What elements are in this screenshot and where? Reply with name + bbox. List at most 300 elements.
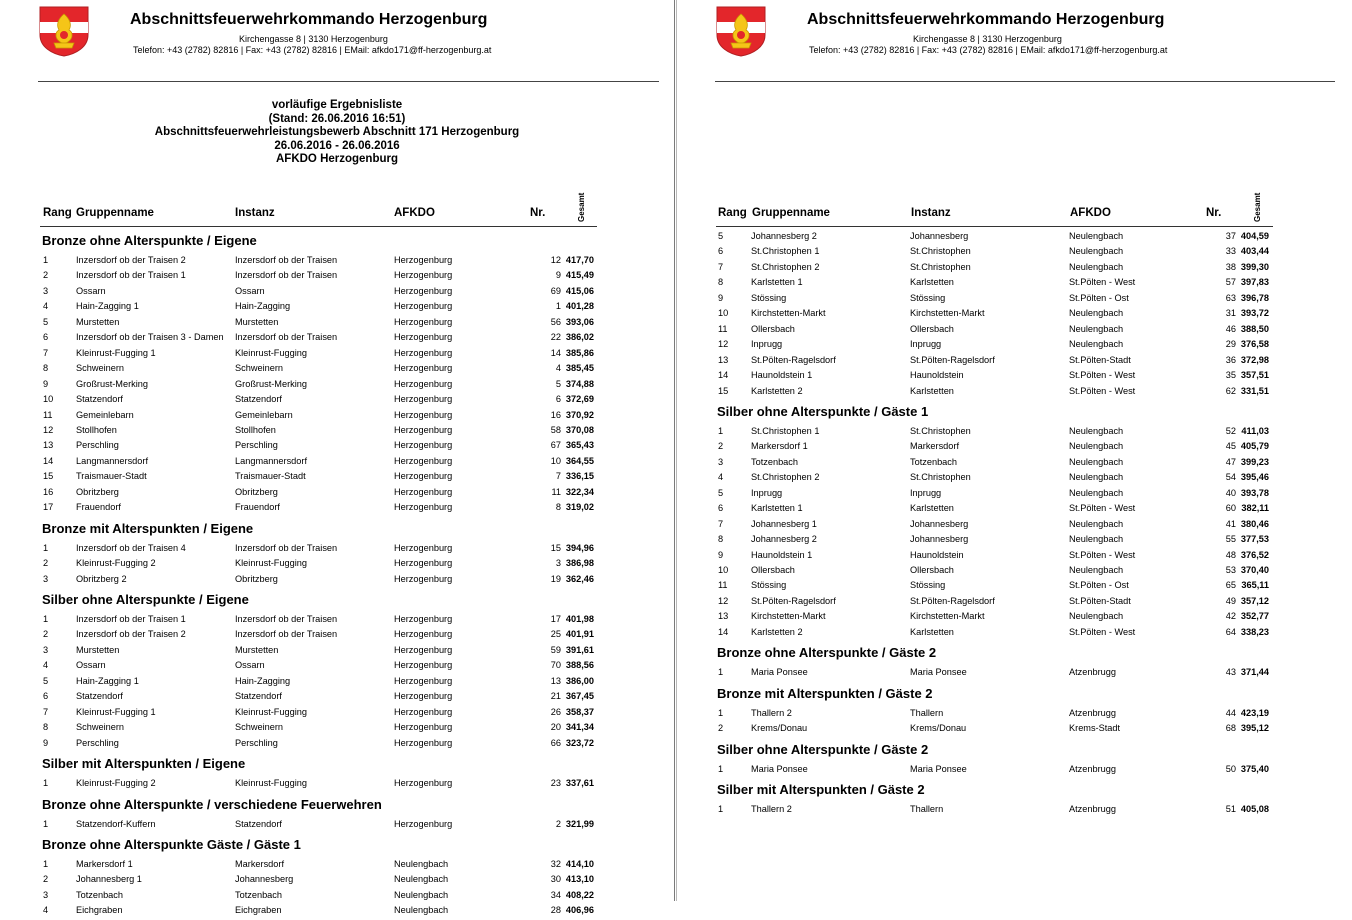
total-score-cell: 415,06 <box>565 285 594 296</box>
start-number-cell: 36 <box>1225 354 1236 365</box>
total-score-cell: 365,11 <box>1241 580 1269 591</box>
instance-cell: Karlstetten <box>910 626 954 637</box>
total-score-cell: 417,70 <box>565 255 594 265</box>
start-number-cell: 45 <box>1225 441 1236 452</box>
instance-cell: Markersdorf <box>910 441 960 452</box>
start-number-cell: 9 <box>555 270 561 281</box>
total-score-cell: 404,59 <box>1240 231 1269 241</box>
instance-cell: Traismauer-Stadt <box>235 471 306 482</box>
result-row <box>677 339 1351 354</box>
rank-cell: 8 <box>718 534 724 545</box>
rank-cell: 5 <box>718 487 724 498</box>
result-row <box>677 457 1351 472</box>
group-name-cell: Kleinrust-Fugging 1 <box>76 706 156 717</box>
start-number-cell: 40 <box>1225 487 1236 498</box>
group-name-cell: St.Pölten-Ragelsdorf <box>751 354 836 365</box>
total-score-cell: 362,46 <box>565 573 594 584</box>
start-number-cell: 42 <box>1225 611 1236 622</box>
group-name-cell: Stössing <box>751 292 787 303</box>
total-score-cell: 364,55 <box>565 455 594 466</box>
result-row <box>0 502 674 517</box>
instance-cell: Maria Ponsee <box>910 763 967 774</box>
afkdo-cell: Neulengbach <box>394 874 449 885</box>
total-score-cell: 323,72 <box>565 737 594 748</box>
instance-cell: Karlstetten <box>910 503 954 514</box>
afkdo-cell: Neulengbach <box>1069 323 1124 334</box>
afkdo-cell: Herzogenburg <box>394 778 453 789</box>
afkdo-cell: Neulengbach <box>1069 308 1124 319</box>
result-row <box>0 348 674 363</box>
start-number-cell: 28 <box>550 905 561 916</box>
total-score-cell: 322,34 <box>565 486 594 497</box>
result-row <box>0 456 674 471</box>
afkdo-cell: St.Pölten-Stadt <box>1069 354 1131 365</box>
start-number-cell: 70 <box>550 660 561 671</box>
start-number-cell: 51 <box>1225 804 1236 815</box>
instance-cell: Inprugg <box>910 339 942 350</box>
report-event: Abschnittsfeuerwehrleistungsbewerb Abschnitt 171 Herzogenburg <box>154 126 520 139</box>
afkdo-cell: Atzenbrugg <box>1069 763 1116 774</box>
total-score-cell: 388,56 <box>565 660 594 671</box>
afkdo-cell: Herzogenburg <box>394 378 453 389</box>
result-row <box>677 246 1351 261</box>
start-number-cell: 29 <box>1225 339 1236 350</box>
instance-cell: Thallern <box>910 707 944 718</box>
group-name-cell: Hain-Zagging 1 <box>76 301 139 312</box>
result-row <box>0 270 674 285</box>
instance-cell: Karlstetten <box>910 385 954 396</box>
fire-brigade-logo <box>715 5 767 57</box>
total-score-cell: 406,96 <box>565 905 594 916</box>
afkdo-cell: St.Pölten - Ost <box>1069 580 1129 591</box>
total-score-cell: 408,22 <box>565 889 594 900</box>
result-row <box>677 804 1351 819</box>
instance-cell: Kirchstetten-Markt <box>910 308 985 319</box>
total-score-cell: 391,61 <box>565 644 594 655</box>
group-name-cell: Eichgraben <box>76 905 123 916</box>
rank-cell: 1 <box>718 667 724 678</box>
afkdo-cell: Neulengbach <box>1069 261 1124 272</box>
start-number-cell: 64 <box>1225 626 1236 637</box>
result-row <box>0 890 674 905</box>
col-gesamt: Gesamt <box>1253 192 1262 222</box>
report-timestamp: (Stand: 26.06.2016 16:51) <box>268 112 406 125</box>
afkdo-cell: Herzogenburg <box>394 332 453 343</box>
afkdo-cell: St.Pölten - West <box>1069 277 1136 288</box>
rank-cell: 14 <box>43 455 54 466</box>
group-name-cell: Inprugg <box>751 487 783 498</box>
total-score-cell: 371,44 <box>1240 667 1269 678</box>
afkdo-cell: Neulengbach <box>1069 441 1124 452</box>
total-score-cell: 393,72 <box>1240 308 1269 319</box>
afkdo-cell: Neulengbach <box>1069 534 1124 545</box>
start-number-cell: 20 <box>550 722 561 733</box>
rank-cell: 9 <box>43 737 49 748</box>
column-header-rule <box>716 226 1273 227</box>
afkdo-cell: Herzogenburg <box>394 737 453 748</box>
start-number-cell: 1 <box>555 301 561 312</box>
page-1 <box>0 0 674 916</box>
rank-cell: 1 <box>43 255 49 265</box>
instance-cell: Langmannersdorf <box>235 455 308 466</box>
col-rang: Rang <box>43 207 72 219</box>
start-number-cell: 23 <box>550 778 561 789</box>
start-number-cell: 69 <box>550 285 561 296</box>
result-row <box>0 363 674 378</box>
result-row <box>0 286 674 301</box>
group-name-cell: Karlstetten 2 <box>751 626 803 637</box>
result-row <box>677 667 1351 682</box>
afkdo-cell: Neulengbach <box>1069 339 1124 350</box>
section-title: Bronze ohne Alterspunkte / Gäste 2 <box>717 645 937 661</box>
section-title: Silber ohne Alterspunkte / Gäste 1 <box>717 403 929 419</box>
start-number-cell: 43 <box>1225 667 1236 678</box>
group-name-cell: Haunoldstein 1 <box>751 370 813 381</box>
instance-cell: Schweinern <box>235 363 284 374</box>
instance-cell: Stössing <box>910 580 946 591</box>
group-name-cell: Haunoldstein 1 <box>751 549 813 560</box>
group-name-cell: Karlstetten 1 <box>751 503 803 514</box>
instance-cell: Murstetten <box>235 316 279 327</box>
start-number-cell: 53 <box>1225 565 1236 575</box>
rank-cell: 6 <box>43 691 49 702</box>
rank-cell: 8 <box>43 363 49 374</box>
instance-cell: Thallern <box>910 804 944 815</box>
instance-cell: Johannesberg <box>910 231 969 241</box>
instance-cell: Inprugg <box>910 487 942 498</box>
total-score-cell: 370,08 <box>565 424 594 435</box>
afkdo-cell: Neulengbach <box>1069 487 1124 498</box>
page-header <box>0 0 674 82</box>
header-contact: Telefon: +43 (2782) 82816 | Fax: +43 (2782) 82816 | EMail: afkdo171@ff-herzogenburg.at <box>133 45 492 55</box>
section-title: Bronze mit Alterspunkten / Eigene <box>42 520 254 536</box>
instance-cell: St.Christophen <box>910 472 971 483</box>
rank-cell: 4 <box>43 660 49 671</box>
group-name-cell: Markersdorf 1 <box>76 858 133 869</box>
start-number-cell: 6 <box>555 394 561 405</box>
result-row <box>0 543 674 558</box>
result-row <box>677 370 1351 385</box>
total-score-cell: 372,69 <box>565 394 594 405</box>
total-score-cell: 370,40 <box>1240 565 1269 575</box>
group-name-cell: Statzendorf <box>76 691 123 702</box>
group-name-cell: Maria Ponsee <box>751 763 808 774</box>
rank-cell: 1 <box>718 763 724 774</box>
total-score-cell: 372,98 <box>1240 354 1269 365</box>
afkdo-cell: Herzogenburg <box>394 301 453 312</box>
result-row <box>0 471 674 486</box>
column-header-rule <box>40 226 597 227</box>
rank-cell: 2 <box>43 558 49 569</box>
group-name-cell: Johannesberg 1 <box>76 874 142 885</box>
result-row <box>0 738 674 753</box>
group-name-cell: Inzersdorf ob der Traisen 4 <box>76 542 186 553</box>
total-score-cell: 397,83 <box>1240 277 1269 288</box>
afkdo-cell: Neulengbach <box>1069 472 1124 483</box>
start-number-cell: 4 <box>555 363 561 374</box>
instance-cell: Inzersdorf ob der Traisen <box>235 332 338 343</box>
total-score-cell: 375,40 <box>1240 763 1269 774</box>
group-name-cell: Traismauer-Stadt <box>76 471 147 482</box>
result-row <box>0 660 674 675</box>
rank-cell: 2 <box>43 270 49 281</box>
header-title: Abschnittsfeuerwehrkommando Herzogenburg <box>807 11 1165 28</box>
result-row <box>677 386 1351 401</box>
start-number-cell: 57 <box>1225 277 1236 288</box>
start-number-cell: 12 <box>550 255 561 265</box>
result-row <box>677 262 1351 277</box>
instance-cell: Kleinrust-Fugging <box>235 778 308 789</box>
rank-cell: 7 <box>43 347 49 358</box>
total-score-cell: 336,15 <box>565 471 594 482</box>
start-number-cell: 44 <box>1225 707 1236 718</box>
total-score-cell: 341,34 <box>565 722 594 733</box>
rank-cell: 13 <box>43 440 54 451</box>
result-row <box>0 394 674 409</box>
group-name-cell: Hain-Zagging 1 <box>76 675 139 686</box>
afkdo-cell: Herzogenburg <box>394 502 453 513</box>
header-title: Abschnittsfeuerwehrkommando Herzogenburg <box>130 11 488 28</box>
total-score-cell: 403,44 <box>1240 246 1269 257</box>
col-rang: Rang <box>718 207 747 219</box>
start-number-cell: 65 <box>1225 580 1236 591</box>
header-divider <box>38 81 659 82</box>
start-number-cell: 19 <box>550 573 561 584</box>
afkdo-cell: Herzogenburg <box>394 424 453 435</box>
afkdo-cell: Herzogenburg <box>394 675 453 686</box>
afkdo-cell: Herzogenburg <box>394 691 453 702</box>
instance-cell: St.Pölten-Ragelsdorf <box>910 354 995 365</box>
header-contact: Telefon: +43 (2782) 82816 | Fax: +43 (2782) 82816 | EMail: afkdo171@ff-herzogenburg.at <box>809 45 1168 55</box>
rank-cell: 11 <box>43 409 53 420</box>
result-row <box>0 317 674 332</box>
total-score-cell: 338,23 <box>1240 626 1269 637</box>
instance-cell: Statzendorf <box>235 691 282 702</box>
result-row <box>677 441 1351 456</box>
afkdo-cell: Herzogenburg <box>394 440 453 451</box>
instance-cell: Eichgraben <box>235 905 282 916</box>
instance-cell: Stössing <box>910 292 946 303</box>
afkdo-cell: Neulengbach <box>394 905 449 916</box>
start-number-cell: 8 <box>555 502 561 513</box>
total-score-cell: 401,91 <box>565 629 594 640</box>
section-title: Bronze ohne Alterspunkte / verschiedene Feuerwehren <box>42 796 382 812</box>
total-score-cell: 395,46 <box>1240 472 1269 483</box>
group-name-cell: Perschling <box>76 737 119 748</box>
rank-cell: 4 <box>43 301 49 312</box>
group-name-cell: Totzenbach <box>751 456 798 467</box>
rank-cell: 8 <box>718 277 724 288</box>
start-number-cell: 38 <box>1225 261 1236 272</box>
rank-cell: 2 <box>43 874 49 885</box>
instance-cell: Obritzberg <box>235 573 278 584</box>
result-row <box>677 550 1351 565</box>
group-name-cell: Statzendorf-Kuffern <box>76 818 156 829</box>
group-name-cell: Kirchstetten-Markt <box>751 611 826 622</box>
group-name-cell: Thallern 2 <box>751 804 792 815</box>
instance-cell: Großrust-Merking <box>235 378 307 389</box>
start-number-cell: 63 <box>1225 292 1236 303</box>
start-number-cell: 10 <box>550 455 561 466</box>
afkdo-cell: Herzogenburg <box>394 471 453 482</box>
start-number-cell: 68 <box>1225 723 1236 734</box>
afkdo-cell: Herzogenburg <box>394 486 453 497</box>
afkdo-cell: Herzogenburg <box>394 558 453 569</box>
rank-cell: 9 <box>718 292 724 303</box>
afkdo-cell: Herzogenburg <box>394 818 453 829</box>
group-name-cell: St.Christophen 2 <box>751 472 820 483</box>
result-row <box>0 645 674 660</box>
rank-cell: 6 <box>43 332 49 343</box>
result-row <box>0 819 674 834</box>
result-row <box>0 629 674 644</box>
total-score-cell: 376,58 <box>1240 339 1269 350</box>
group-name-cell: Kleinrust-Fugging 2 <box>76 558 156 569</box>
start-number-cell: 62 <box>1225 385 1236 396</box>
start-number-cell: 34 <box>550 889 561 900</box>
total-score-cell: 382,11 <box>1241 503 1269 514</box>
result-row <box>677 580 1351 595</box>
afkdo-cell: Neulengbach <box>394 889 449 900</box>
rank-cell: 12 <box>718 339 729 350</box>
instance-cell: Murstetten <box>235 644 279 655</box>
rank-cell: 3 <box>718 456 724 467</box>
afkdo-cell: St.Pölten - West <box>1069 385 1136 396</box>
page-header <box>677 0 1352 82</box>
rank-cell: 16 <box>43 486 54 497</box>
group-name-cell: St.Christophen 1 <box>751 425 820 436</box>
instance-cell: Haunoldstein <box>910 549 964 560</box>
afkdo-cell: Herzogenburg <box>394 316 453 327</box>
afkdo-cell: Herzogenburg <box>394 629 453 640</box>
start-number-cell: 47 <box>1225 456 1236 467</box>
result-row <box>677 503 1351 518</box>
group-name-cell: Krems/Donau <box>751 723 808 734</box>
instance-cell: Kirchstetten-Markt <box>910 611 985 622</box>
result-row <box>0 379 674 394</box>
rank-cell: 13 <box>718 354 729 365</box>
total-score-cell: 374,88 <box>565 378 594 389</box>
instance-cell: Kleinrust-Fugging <box>235 706 308 717</box>
result-row <box>0 440 674 455</box>
rank-cell: 8 <box>43 722 49 733</box>
group-name-cell: Statzendorf <box>76 394 123 405</box>
afkdo-cell: Herzogenburg <box>394 409 453 420</box>
total-score-cell: 385,86 <box>565 347 594 358</box>
total-score-cell: 386,02 <box>565 332 594 343</box>
start-number-cell: 11 <box>551 486 561 497</box>
instance-cell: Perschling <box>235 440 278 451</box>
result-row <box>677 293 1351 308</box>
rank-cell: 12 <box>43 424 54 435</box>
result-row <box>677 277 1351 292</box>
group-name-cell: St.Christophen 2 <box>751 261 820 272</box>
total-score-cell: 357,51 <box>1240 370 1269 381</box>
result-row <box>0 722 674 737</box>
result-row <box>677 324 1351 339</box>
group-name-cell: Inprugg <box>751 339 783 350</box>
col-gruppenname: Gruppenname <box>76 207 154 219</box>
total-score-cell: 399,23 <box>1240 456 1269 467</box>
afkdo-cell: Atzenbrugg <box>1069 804 1116 815</box>
afkdo-cell: Herzogenburg <box>394 270 453 281</box>
total-score-cell: 358,37 <box>565 706 594 717</box>
rank-cell: 6 <box>718 503 724 514</box>
instance-cell: Ossarn <box>235 285 265 296</box>
result-row <box>0 676 674 691</box>
instance-cell: Statzendorf <box>235 818 282 829</box>
start-number-cell: 67 <box>550 440 561 451</box>
group-name-cell: Thallern 2 <box>751 707 792 718</box>
start-number-cell: 5 <box>555 378 561 389</box>
result-row <box>677 355 1351 370</box>
afkdo-cell: Neulengbach <box>1069 246 1124 257</box>
instance-cell: Johannesberg <box>910 534 969 545</box>
instance-cell: Hain-Zagging <box>235 301 291 312</box>
result-row <box>677 308 1351 323</box>
total-score-cell: 319,02 <box>565 502 594 513</box>
total-score-cell: 321,99 <box>565 818 594 829</box>
group-name-cell: Johannesberg 1 <box>751 518 817 529</box>
start-number-cell: 26 <box>550 706 561 717</box>
rank-cell: 7 <box>43 706 49 717</box>
instance-cell: Inzersdorf ob der Traisen <box>235 542 338 553</box>
result-row <box>677 708 1351 723</box>
afkdo-cell: Herzogenburg <box>394 285 453 296</box>
total-score-cell: 413,10 <box>565 874 594 885</box>
group-name-cell: Perschling <box>76 440 119 451</box>
rank-cell: 10 <box>718 565 729 575</box>
rank-cell: 1 <box>718 707 724 718</box>
rank-cell: 13 <box>718 611 729 622</box>
total-score-cell: 394,96 <box>565 542 594 553</box>
instance-cell: Gemeinlebarn <box>235 409 293 420</box>
group-name-cell: Karlstetten 1 <box>751 277 803 288</box>
rank-cell: 11 <box>718 580 728 591</box>
report-organizer: AFKDO Herzogenburg <box>275 153 399 166</box>
instance-cell: Totzenbach <box>235 889 282 900</box>
col-gesamt: Gesamt <box>577 192 586 222</box>
total-score-cell: 401,98 <box>565 614 594 624</box>
rank-cell: 5 <box>718 231 724 241</box>
header-divider <box>715 81 1335 82</box>
group-name-cell: Großrust-Merking <box>76 378 148 389</box>
section-title: Bronze ohne Alterspunkte / Eigene <box>42 233 257 248</box>
group-name-cell: Stollhofen <box>76 424 117 435</box>
group-name-cell: Totzenbach <box>76 889 123 900</box>
result-row <box>0 301 674 316</box>
afkdo-cell: Atzenbrugg <box>1069 667 1116 678</box>
afkdo-cell: Herzogenburg <box>394 573 453 584</box>
total-score-cell: 337,61 <box>565 778 594 789</box>
header-address: Kirchengasse 8 | 3130 Herzogenburg <box>239 34 388 44</box>
report-heading <box>0 99 674 167</box>
afkdo-cell: Neulengbach <box>1069 611 1124 622</box>
instance-cell: Frauendorf <box>235 502 280 513</box>
group-name-cell: Ossarn <box>76 285 106 296</box>
start-number-cell: 16 <box>550 409 561 420</box>
report-status: vorläufige Ergebnisliste <box>271 99 403 111</box>
group-name-cell: Langmannersdorf <box>76 455 149 466</box>
rank-cell: 9 <box>718 549 724 560</box>
instance-cell: St.Christophen <box>910 261 971 272</box>
afkdo-cell: St.Pölten - West <box>1069 626 1136 637</box>
section-title: Silber ohne Alterspunkte / Gäste 2 <box>717 741 929 757</box>
afkdo-cell: Neulengbach <box>1069 456 1124 467</box>
group-name-cell: Kleinrust-Fugging 1 <box>76 347 156 358</box>
total-score-cell: 380,46 <box>1240 518 1269 529</box>
result-row <box>677 611 1351 626</box>
